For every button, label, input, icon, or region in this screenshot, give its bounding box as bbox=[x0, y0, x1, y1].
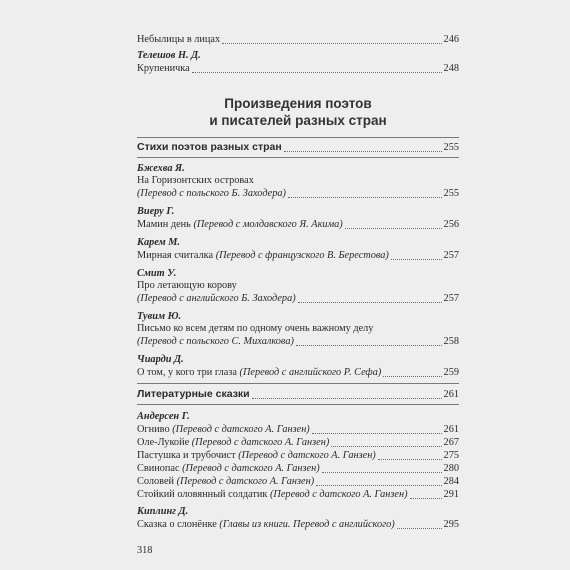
author-name: Смит У. bbox=[137, 268, 177, 279]
entry-page: 246 bbox=[443, 34, 459, 45]
divider bbox=[137, 157, 459, 158]
entry-page: 259 bbox=[443, 367, 459, 378]
subsection-heading bbox=[137, 141, 459, 154]
entry-title: Сказка о слонёнке bbox=[137, 519, 220, 530]
dot-leader bbox=[383, 375, 441, 377]
toc-entry bbox=[137, 488, 459, 501]
author-name: Бжехва Я. bbox=[137, 163, 185, 174]
dot-leader bbox=[296, 344, 442, 346]
toc-entry bbox=[137, 218, 459, 231]
entry-title: Мирная считалка bbox=[137, 250, 216, 261]
entry-note: (Перевод с датского А. Ганзен) bbox=[191, 437, 330, 448]
author-name: Тувим Ю. bbox=[137, 311, 182, 322]
entry-title: Крупеничка bbox=[137, 63, 190, 74]
entry-page: 275 bbox=[443, 450, 459, 461]
toc-entry bbox=[137, 187, 459, 200]
author-name: Карем М. bbox=[137, 237, 180, 248]
entry-title: Свинопас bbox=[137, 463, 183, 474]
entry-title: Стойкий оловянный солдатик bbox=[137, 489, 270, 500]
entry-page: 261 bbox=[443, 424, 459, 435]
toc-entry bbox=[137, 62, 459, 75]
dot-leader bbox=[298, 301, 442, 303]
entry-page: 284 bbox=[443, 476, 459, 487]
subsection-title: Литературные сказки bbox=[137, 388, 250, 400]
entry-note: (Главы из книги. Перевод с английского) bbox=[219, 519, 395, 530]
entry-note: (Перевод с молдавского Я. Акима) bbox=[193, 219, 343, 230]
entry-note: (Перевод с французского В. Берестова) bbox=[215, 250, 389, 261]
dot-leader bbox=[316, 484, 441, 486]
entry-note: (Перевод с датского А. Ганзен) bbox=[172, 424, 310, 435]
author-name: Телешов Н. Д. bbox=[137, 50, 201, 61]
toc-entry bbox=[137, 249, 459, 262]
entry-page: 280 bbox=[443, 463, 459, 474]
entry-title: Пастушка и трубочист bbox=[137, 450, 239, 461]
entry-note: (Перевод с польского Б. Заходера) bbox=[137, 188, 286, 199]
entry-page: 256 bbox=[443, 219, 459, 230]
entry-title: Оле-Лукойе bbox=[137, 437, 192, 448]
dot-leader bbox=[284, 150, 442, 152]
page-number: 318 bbox=[137, 545, 153, 556]
entry-title: Соловей bbox=[137, 476, 177, 487]
subsection-heading bbox=[137, 388, 459, 401]
dot-leader bbox=[222, 42, 441, 44]
entry-page: 295 bbox=[443, 519, 459, 530]
dot-leader bbox=[192, 71, 442, 73]
dot-leader bbox=[312, 432, 442, 434]
entry-note: (Перевод с датского А. Ганзен) bbox=[176, 476, 315, 487]
dot-leader bbox=[252, 397, 442, 399]
author-name: Андерсен Г. bbox=[137, 411, 190, 422]
author-name: Киплинг Д. bbox=[137, 506, 189, 517]
entry-note: (Перевод с польского С. Михалкова) bbox=[137, 336, 294, 347]
dot-leader bbox=[331, 445, 441, 447]
subsection-title: Стихи поэтов разных стран bbox=[137, 141, 282, 153]
entry-title: Про летающую корову bbox=[137, 280, 237, 291]
entry-page: 291 bbox=[443, 489, 459, 500]
toc-entry bbox=[137, 518, 459, 531]
entry-note: (Перевод с датского А. Ганзен) bbox=[182, 463, 320, 474]
entry-page: 258 bbox=[443, 336, 459, 347]
toc-entry bbox=[137, 462, 459, 475]
author-name: Виеру Г. bbox=[137, 206, 175, 217]
entry-title: Небылицы в лицах bbox=[137, 34, 221, 45]
entry-note: (Перевод с датского А. Ганзен) bbox=[238, 450, 376, 461]
divider bbox=[137, 137, 459, 138]
entry-note: (Перевод с английского Р. Сефа) bbox=[239, 367, 382, 378]
dot-leader bbox=[322, 471, 442, 473]
entry-title: Огниво bbox=[137, 424, 173, 435]
entry-note: (Перевод с датского А. Ганзен) bbox=[270, 489, 408, 500]
dot-leader bbox=[397, 527, 442, 529]
entry-page: 257 bbox=[443, 293, 459, 304]
entry-page: 248 bbox=[443, 63, 459, 74]
entry-title: На Горизонтских островах bbox=[137, 175, 254, 186]
dot-leader bbox=[378, 458, 442, 460]
section-title-line2: и писателей разных стран bbox=[209, 113, 387, 128]
entry-page: 257 bbox=[443, 250, 459, 261]
divider bbox=[137, 383, 459, 384]
entry-note: (Перевод с английского Б. Заходера) bbox=[137, 293, 296, 304]
toc-entry bbox=[137, 33, 459, 46]
divider bbox=[137, 404, 459, 405]
entry-title: О том, у кого три глаза bbox=[137, 367, 240, 378]
entry-title: Письмо ко всем детям по одному очень важному делу bbox=[137, 323, 374, 334]
toc-entry bbox=[137, 366, 459, 379]
dot-leader bbox=[410, 497, 442, 499]
dot-leader bbox=[345, 227, 442, 229]
section-title-line1: Произведения поэтов bbox=[224, 96, 372, 111]
toc-entry bbox=[137, 292, 459, 305]
toc-entry bbox=[137, 475, 459, 488]
entry-title: Мамин день bbox=[137, 219, 194, 230]
author-name: Чиарди Д. bbox=[137, 354, 184, 365]
toc-entry bbox=[137, 423, 459, 436]
entry-page: 255 bbox=[443, 188, 459, 199]
toc-entry bbox=[137, 449, 459, 462]
entry-page: 255 bbox=[443, 142, 459, 153]
toc-entry bbox=[137, 335, 459, 348]
dot-leader bbox=[288, 196, 442, 198]
entry-page: 267 bbox=[443, 437, 459, 448]
dot-leader bbox=[391, 258, 442, 260]
toc-entry bbox=[137, 436, 459, 449]
entry-page: 261 bbox=[443, 389, 459, 400]
